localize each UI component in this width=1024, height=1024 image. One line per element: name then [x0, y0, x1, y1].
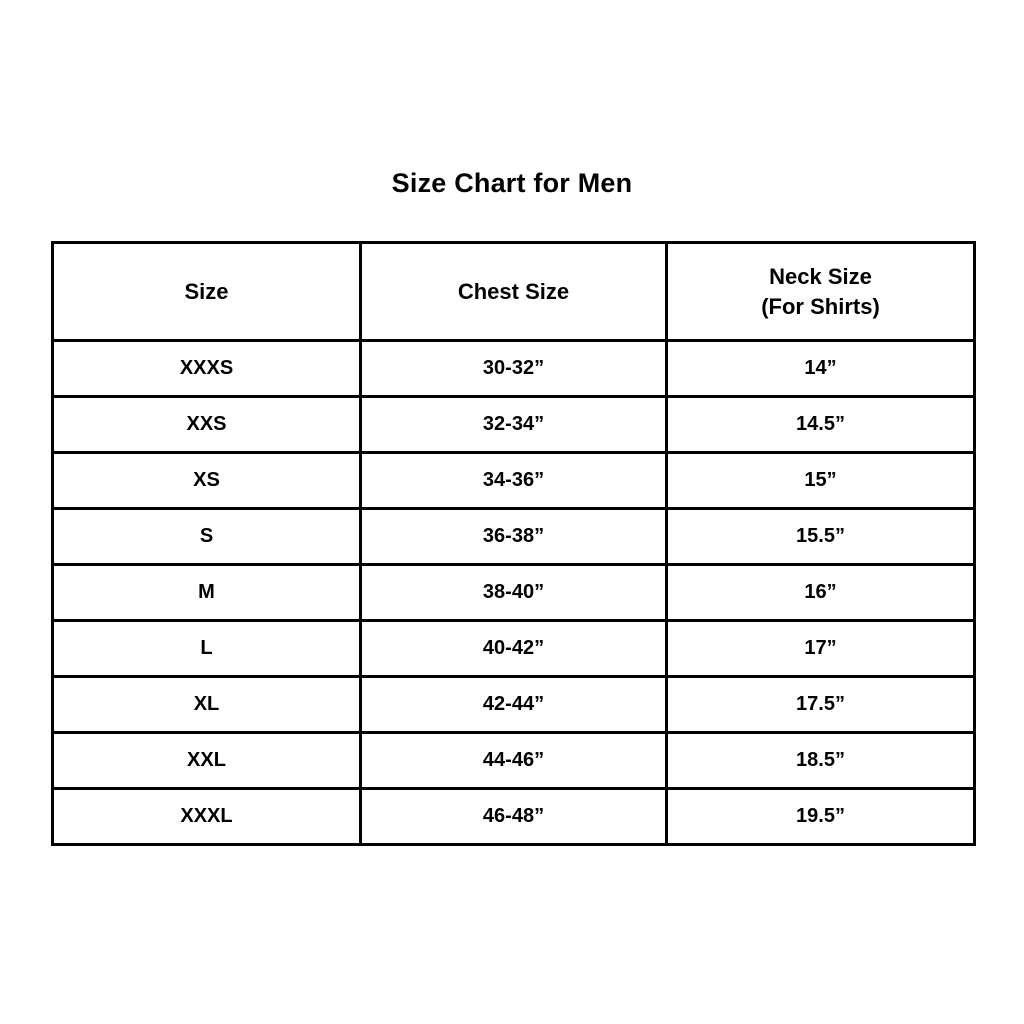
cell-chest: 36-38”: [361, 509, 667, 565]
table-row: [53, 677, 975, 733]
table-row: [53, 621, 975, 677]
cell-neck: 18.5”: [667, 733, 975, 789]
cell-neck: 17”: [667, 621, 975, 677]
table-header: [53, 243, 975, 341]
cell-neck: 15”: [667, 453, 975, 509]
column-header-neck-size: [667, 243, 975, 341]
cell-chest: 34-36”: [361, 453, 667, 509]
cell-size: XXL: [53, 733, 361, 789]
column-header-size-label: Size: [184, 278, 229, 304]
cell-chest: 44-46”: [361, 733, 667, 789]
cell-size: XXS: [53, 397, 361, 453]
table-header-row: [53, 243, 975, 341]
table-row: [53, 397, 975, 453]
cell-neck: 17.5”: [667, 677, 975, 733]
cell-neck: 14”: [667, 341, 975, 397]
table-row: [53, 789, 975, 845]
cell-chest: 46-48”: [361, 789, 667, 845]
cell-chest: 30-32”: [361, 341, 667, 397]
cell-size: XXXL: [53, 789, 361, 845]
table-row: [53, 509, 975, 565]
cell-neck: 19.5”: [667, 789, 975, 845]
cell-neck: 16”: [667, 565, 975, 621]
cell-size: L: [53, 621, 361, 677]
table-body: [53, 341, 975, 845]
page-title: Size Chart for Men: [391, 168, 633, 198]
column-header-neck-size-label: Neck Size: [769, 263, 872, 289]
cell-size: S: [53, 509, 361, 565]
cell-size: XL: [53, 677, 361, 733]
cell-chest: 40-42”: [361, 621, 667, 677]
cell-neck: 14.5”: [667, 397, 975, 453]
table-row: [53, 565, 975, 621]
cell-size: XS: [53, 453, 361, 509]
cell-chest: 42-44”: [361, 677, 667, 733]
cell-chest: 32-34”: [361, 397, 667, 453]
table-row: [53, 341, 975, 397]
column-header-neck-size-sublabel: (For Shirts): [761, 293, 880, 319]
cell-neck: 15.5”: [667, 509, 975, 565]
column-header-size: [53, 243, 361, 341]
cell-chest: 38-40”: [361, 565, 667, 621]
cell-size: M: [53, 565, 361, 621]
column-header-chest-size-label: Chest Size: [457, 278, 570, 304]
table-row: [53, 733, 975, 789]
cell-size: XXXS: [53, 341, 361, 397]
size-chart-table: [51, 241, 976, 846]
table-row: [53, 453, 975, 509]
column-header-chest-size: [361, 243, 667, 341]
